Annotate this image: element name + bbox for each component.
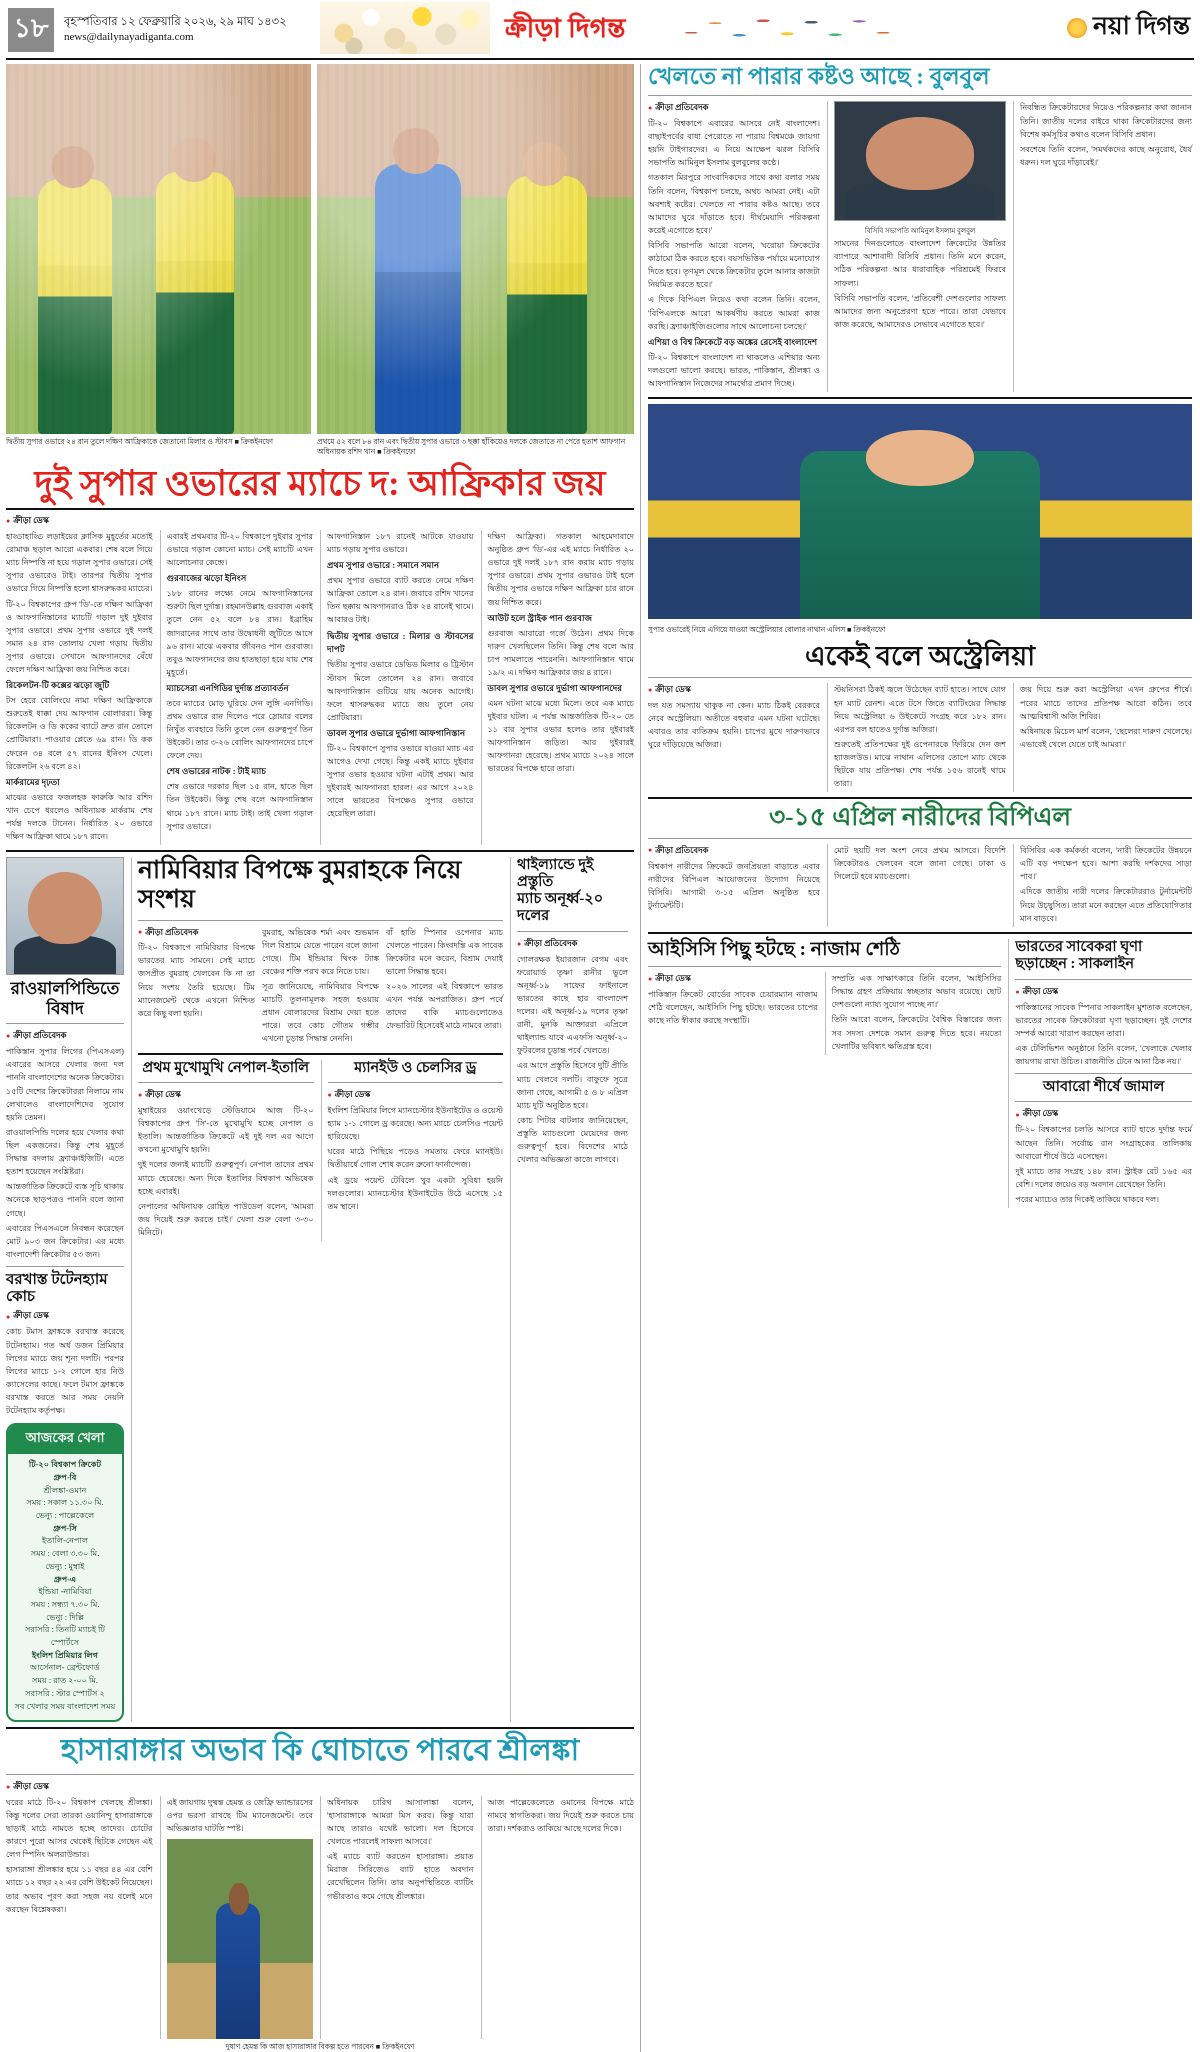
lead-column-3 xyxy=(320,530,474,845)
paragraph: টি-২০ বিশ্বকাপের গ্রুপ 'ডি'-তে দক্ষিণ আফ্রিকা ও আফগানিস্তানের ম্যাচটি গড়াল দুই দুইবার সুপার ওভারে। প্রথম সুপার ওভারে দুই দলই সমান ২৪ রান তোলায় খেলা গড়ায় দ্বিতীয় সুপার ওভারে। সেখানে আফগানদের বেঁধে ফেলে দক্ষিণ আফ্রিকা জয় নিশ্চিত করে। xyxy=(6,599,153,675)
bpl-column-2 xyxy=(827,844,1006,927)
paragraph: ১৮৮ রানের লক্ষ্যে নেমে আফগানিস্তানের শুরুটা ছিল দুর্দান্ত। রহমানউল্লাহ গুরবাজ একাই তুলে নেন ৫২ বলে ৮৪ রান। ইব্রাহিম জাদরানের সাথে তার উদ্বোধনী জুটিতে আসে ৯৬ রান। মাঝে একবার জীবনও পান গুরবাজ। তবুও আফগানদের জয় হাতছাড়া হয়ে যায় শেষ মুহূর্তে। xyxy=(166,589,313,677)
bulbul-column-1 xyxy=(648,101,820,392)
rawalpindi-block xyxy=(6,857,124,1722)
paragraph: এই ম্যাচে ব্যাট করতেন হাসারাঙ্গা। প্রয়াত মিরাজ সিরিজেও ব্যাট হাতে অবদান রেখেছিলেন তিনি। তার অনুপস্থিতিতে ব্যাটিং গভীরতাও কমে গেছে শ্রীলঙ্কার। xyxy=(327,1852,474,1901)
paragraph: এবারের পিএসএলে নিবন্ধন করেছেন মোট ৯০৩ জন ক্রিকেটার। এর মধ্যে বাংলাদেশী ক্রিকেটার ৫৩ জন। xyxy=(6,1223,124,1259)
section-divider xyxy=(6,1727,634,1729)
bulbul-column-2 xyxy=(827,101,1006,392)
lead-article-columns xyxy=(6,530,634,845)
game-line: টি-২০ বিশ্বকাপ ক্রিকেট xyxy=(28,1460,102,1470)
divider xyxy=(6,1266,124,1267)
paragraph: তিনি আরো বলেন, ক্রিকেটের বৈশ্বিক বিস্তারের জন্য সব সদস্য দেশকে সমান গুরুত্ব দিতে হবে। নয়তো খেলাটির ভবিষ্যৎ ক্ষতিগ্রস্ত হবে। xyxy=(831,1015,1002,1051)
lead-photo-right xyxy=(317,64,634,458)
icc-columns xyxy=(648,972,1001,1055)
icc-column-2 xyxy=(825,972,1002,1055)
manu-chelsea-headline: ম্যানইউ ও চেলসির ড্র xyxy=(354,1059,477,1076)
divider xyxy=(138,1082,314,1083)
hasaranga-photo-caption: দুষাণ হেমন্ত কি আজ হাসারাঙ্গার বিকল্প হতে পারবেন ■ ক্রিকইনফো xyxy=(225,2042,415,2052)
bumrah-block xyxy=(131,857,503,1722)
india-ex-block xyxy=(1008,939,1192,1208)
paragraph: পরের ম্যাচেও তার দিকেই তাকিয়ে থাকবে দল। xyxy=(1015,1195,1160,1204)
nepal-italy-text xyxy=(138,1104,314,1239)
lead-column-2 xyxy=(160,530,314,845)
photo-australia-bowler xyxy=(648,404,1192,619)
bpl-byline: ● ক্রীড়া প্রতিবেদক xyxy=(648,844,820,858)
subheading: প্রথম সুপার ওভারে : সমানে সমান xyxy=(327,560,440,571)
bumrah-headline: নামিবিয়ার বিপক্ষে বুমরাহকে নিয়ে সংশয় xyxy=(138,857,462,913)
paragraph: টি-২০ বিশ্বকাপে সুপার ওভারে যাওয়া ম্যাচ এর আগেও দেখা গেছে। কিন্তু একই ম্যাচে দুইবার সুপার ওভার হওয়ার ঘটনা এটাই প্রথম। আর দুইবারই আফগানরা হারল। এর আগে ২০২৪ সালে ভারতের বিপক্ষেও সুপার ওভারে হেরেছিল তারা। xyxy=(327,743,474,819)
divider xyxy=(1015,1073,1192,1074)
paragraph: ঘরের মাঠে টি-২০ বিশ্বকাপ খেলছে শ্রীলঙ্কা। কিন্তু দলের সেরা তারকা ওয়ানিন্দু হাসারাঙ্গাকে ছাড়াই মাঠে নামতে হচ্ছে তাদের। চোটের কারণে পুরো আসর থেকেই ছিটকে গেছেন এই লেগ স্পিনিং অলরাউন্ডার। xyxy=(6,1797,153,1860)
section-divider xyxy=(648,932,1192,934)
masthead-dateline xyxy=(64,15,287,45)
paragraph: পাকিস্তান ক্রিকেট বোর্ডের সাবেক চেয়ারম্যান নাজাম শেঠি বলেছেন, আইসিসি পিছু হটছে। ভারতের চাপের কাছে নতি স্বীকার করছে সংস্থাটি। xyxy=(648,989,818,1025)
divider xyxy=(328,1082,504,1083)
bumrah-column-1 xyxy=(138,926,255,1048)
photo-sri-lanka-bowler xyxy=(167,1839,314,2039)
india-ex-byline: ● ক্রীড়া ডেস্ক xyxy=(1015,985,1192,999)
bumrah-byline: ● ক্রীড়া প্রতিবেদক xyxy=(138,926,255,940)
paragraph: গুরবাজ আবারো গর্জে উঠেন। প্রথম দিকে দারুণ খেলছিলেন তিনি। কিন্তু শেষ বলে আর চাপ সামলাতে পারেননি। আফগানিস্তান থামে ১৯/২ এ। দক্ষিণ আফ্রিকার জয় ৪ রানে। xyxy=(487,628,634,677)
game-line: সময় : বেলা ৩.৩০ মি. xyxy=(30,1549,100,1559)
lead-photo-left xyxy=(6,64,311,458)
paragraph: টস হেরে বোলিংয়ে নামা দক্ষিণ আফ্রিকাকে শুরুতেই ধাক্কা দেয় আফগান বোলাররা। কিন্তু রিকেলটন ও ডি ককের ব্যাটে দ্রুত রান তোলে প্রোটিয়ারা। পাওয়ার প্লেতে ৬৯ রান। ডি কক ফেরেন ৩৪ বলে ৫৭ রানের ইনিংস খেলে। রিকেলটন ২৬ বলে ৪২। xyxy=(6,696,153,771)
second-band xyxy=(6,857,634,1722)
section-divider xyxy=(648,797,1192,799)
bottom-right-band xyxy=(648,939,1192,1208)
paragraph: গোলরক্ষক ইয়ারজান বেগম এবং ফরোয়ার্ড তৃষ্ণা রানীর ভুলে অনূর্ধ্ব-১৯ সাফের ফাইনালে ভারতের কাছে হার বাংলাদেশ দলের। এই অনূর্ধ্ব-১৯ দলের তৃষ্ণা রানী, মুনকি আক্তাররা এপ্রিলে থাইল্যান্ড যাবে এএফসি অনূর্ধ্ব-২০ ফুটবলের চূড়ান্ত পর্বে খেলতে। xyxy=(517,954,628,1056)
nepal-italy-headline: প্রথম মুখোমুখি নেপাল-ইতালি xyxy=(142,1059,310,1076)
paragraph: এদিকে জাতীয় নারী দলের ক্রিকেটাররাও টুর্নামেন্টটি নিয়ে উচ্ছ্বসিত। তারা মনে করছেন এতে প্রতিযোগিতার মান বাড়বে। xyxy=(1020,887,1192,923)
paragraph: দক্ষিণ আফ্রিকা। গতকাল আহমেদাবাদে অনুষ্ঠিত গ্রুপ 'ডি'-এর এই ম্যাচে নির্ধারিত ২০ ওভারে দুই দলই ১৮৭ রান করায় ম্যাচ গড়ায় সুপার ওভারে। প্রথম সুপার ওভারও টাই হলে দ্বিতীয় সুপার ওভারে দক্ষিণ আফ্রিকা চার রানে জয় নিশ্চিত করে। xyxy=(487,531,634,607)
lead-photos-row xyxy=(6,64,634,458)
divider xyxy=(138,920,503,921)
icc-column-1 xyxy=(648,972,818,1055)
game-line: সব খেলার সময় বাংলাদেশ সময় xyxy=(14,1701,116,1711)
paragraph: মাঝের ওভারে ফজলহক ফারুকি আর রশিদ খান চেপে ধরলেও অধিনায়ক মার্করাম শেষ পর্যন্ত দলকে টানেন। নির্ধারিত ২০ ওভারে দক্ষিণ আফ্রিকা থামে ১৮৭ রানে। xyxy=(6,792,153,841)
game-line: ভেন্যু : দিল্লি xyxy=(46,1612,84,1622)
rawalpindi-headline: রাওয়ালপিন্ডিতে বিষাদ xyxy=(10,979,120,1018)
date-text: বৃহস্পতিবার ১২ ফেব্রুয়ারি ২০২৬, ২৯ মাঘ ১৪৩২ xyxy=(64,15,287,28)
divider xyxy=(648,838,1192,839)
thailand-headline: থাইল্যান্ডে দুই প্রস্তুতি ম্যাচ অনূর্ধ্ব-২০ দলের xyxy=(517,857,604,925)
hasaranga-block xyxy=(6,1734,634,2052)
game-line: শ্রীলঙ্কা-ওমান xyxy=(43,1485,87,1495)
hasaranga-headline: হাসারাঙ্গার অভাব কি ঘোচাতে পারবে শ্রীলঙ্কা xyxy=(60,1734,580,1768)
photo-cricketer-portrait xyxy=(6,857,124,975)
australia-columns xyxy=(648,683,1192,792)
todays-games-title: আজকের খেলা xyxy=(8,1425,122,1454)
paragraph: বিসিবির এক কর্মকর্তা বলেন, 'নারী ক্রিকেটের উন্নয়নে এটি বড় পদক্ষেপ হবে। আশা করছি দর্শকদের সাড়া পাব।' xyxy=(1020,846,1192,882)
paragraph: টি-২০ বিশ্বকাপের চলতি আসরে ব্যাট হাতে দুর্দান্ত ফর্মে আছেন তিনি। সর্বোচ্চ রান সংগ্রাহকের তালিকায় আবারো শীর্ষে উঠে এসেছেন। xyxy=(1015,1125,1192,1161)
paragraph: মোট ছয়টি দল অংশ নেবে প্রথম আসরে। বিদেশি ক্রিকেটারও খেলবেন বলে জানা গেছে। ঢাকা ও সিলেটে হবে ম্যাচগুলো। xyxy=(834,846,1006,882)
paragraph: দুই ম্যাচে তার সংগ্রহ ১৪৮ রান। স্ট্রাইক রেট ১৬৫ এর বেশি। দলের জয়েও বড় অবদান রেখেছেন তিনি। xyxy=(1015,1166,1192,1189)
bpl-headline: ৩-১৫ এপ্রিল নারীদের বিপিএল xyxy=(768,804,1072,832)
photo-afg-player xyxy=(317,64,634,434)
paragraph: টি-২০ বিশ্বকাপে বাংলাদেশ না থাকলেও এশিয়ার অন্য দলগুলো ভালো করছে। ভারত, পাকিস্তান, শ্রীলঙ্কা ও আফগানিস্তান নিজেদের সামর্থ্যের প্রমাণ দিচ্ছে। xyxy=(648,352,820,388)
paragraph: আজ পাল্লেকেলেতে ওমানের বিপক্ষে মাঠে নামবে স্বাগতিকরা। জয় দিয়েই শুরু করতে চায় তারা। দর্শকরাও তাকিয়ে আছে দলের দিকে। xyxy=(487,1797,634,1833)
lead-column-4 xyxy=(481,530,635,845)
divider xyxy=(138,1053,503,1055)
game-line: গ্রুপ-বি xyxy=(53,1472,77,1482)
lead-byline: ● ক্রীড়া ডেস্ক xyxy=(6,514,634,528)
manu-chelsea-block xyxy=(321,1060,504,1241)
paragraph: টি-২০ বিশ্বকাপে নামিবিয়ার বিপক্ষে ভারতের ম্যাচ সামনে। সেই ম্যাচে জসপ্রীত বুমরাহ খেলবেন কি না তা নিয়ে সংশয় তৈরি হয়েছে। টিম ম্যানেজমেন্ট থেকে এখনো নিশ্চিত করে কিছু বলা হয়নি। xyxy=(138,943,255,1018)
subheading: দ্বিতীয় সুপার ওভারে : মিলার ও স্টাবসের দাপট xyxy=(327,630,474,655)
divider xyxy=(648,677,1192,678)
abar-shirshe-headline: আবারো শীর্ষে জামাল xyxy=(1043,1079,1165,1096)
divider xyxy=(648,966,1001,967)
masthead xyxy=(0,0,1200,56)
lead-photo-right-caption: প্রথমে ৫২ বলে ৮৪ রান এবং দ্বিতীয় সুপার ওভারে ৩ ছক্কা হাঁকিয়েও দলকে জেতাতে না পেরে হতাশ আফগান অধিনায়ক রশিদ খান ■ ক্রিকইনফো xyxy=(317,437,626,457)
australia-headline: একেই বলে অস্ট্রেলিয়া xyxy=(804,641,1036,672)
bulbul-column-3 xyxy=(1013,101,1192,392)
bpl-column-1 xyxy=(648,844,820,927)
paragraph: নিবন্ধিত ক্রিকেটারদের নিয়েও পরিকল্পনার কথা জানান তিনি। জাতীয় দলের বাইরে থাকা ক্রিকেটারদের জন্য বিশেষ কর্মসূচির কথাও বলেন বিসিবি প্রধান। xyxy=(1020,103,1192,139)
paragraph: বিসিবি সভাপতি বলেন, 'প্রতিবেশী দেশগুলোর সাফল্য আমাদের জন্য অনুপ্রেরণা হতে পারে। তারা যেভাবে কাজ করেছে, আমাদেরও সেভাবে এগোতে হবে।' xyxy=(834,293,1006,329)
paragraph: অধিনায়ক মিচেল মার্শ বলেন, 'ছেলেরা দারুণ খেলেছে। এভাবেই খেলে যেতে চাই আমরা।' xyxy=(1020,726,1192,749)
divider xyxy=(1015,1101,1192,1102)
paragraph: এবারই প্রথমবার টি-২০ বিশ্বকাপে দুইবার সুপার ওভারে গড়াল কোনো ম্যাচ। সেই ম্যাচটি এখন আলোচনার কেন্দ্রে। xyxy=(166,531,313,568)
lead-headline: দুই সুপার ওভারের ম্যাচে দ: আফ্রিকার জয় xyxy=(6,458,634,510)
paragraph: বিসিবি সভাপতি আরো বলেন, 'ঘরোয়া ক্রিকেটের কাঠামো ঠিক করতে হবে। বয়সভিত্তিক পর্যায়ে মনোযোগ দিতে হবে। তৃণমূল থেকে ক্রিকেটার তুলে আনার কাজটা নিয়মিত করতে হবে।' xyxy=(648,241,820,290)
australia-column-2 xyxy=(827,683,1006,792)
paragraph: আন্তর্জাতিক ক্রিকেটে ব্যস্ত সূচি থাকায় অনেকে ছাড়পত্রও পাননি বলে জানা গেছে। xyxy=(6,1182,124,1218)
icc-headline: আইসিসি পিছু হটছে : নাজাম শেঠি xyxy=(648,938,900,960)
divider xyxy=(648,95,1192,96)
paragraph: নেপালের অধিনায়ক রোহিত পাউডেল বলেন, 'আমরা জয় দিয়েই শুরু করতে চাই।' খেলা শুরু বেলা ৩-৩০ মিনিটে। xyxy=(138,1201,314,1237)
paragraph: এমন ঘটনা মাঝে মধ্যে মিলে। তবে এক ম্যাচে দুইবার ঘটল। এ পর্যন্ত আন্তর্জাতিক টি-২০ তে ১১ বার সুপার ওভার হলেও তার দুইবারই আফগানিস্তান জড়িত। আর দুইবারই আফগানরা হেরেছে। প্রথম ম্যাচে ২০২৪ সালে ভারতের বিপক্ষে হারে তারা। xyxy=(487,698,634,774)
subheading: মার্করামের দৃঢ়তা xyxy=(6,776,60,787)
paragraph: পাকিস্তান সুপার লিগের (পিএসএল) এবারের আসরে খেলার জন্য দল পাননি বাংলাদেশের অনেক ক্রিকেটার। ১৫টি দেশের ক্রিকেটাররা নিলামে নাম লেখালেও বাংলাদেশিদের সুযোগ হয়নি তেমন। xyxy=(6,1047,124,1122)
australia-byline: ● ক্রীড়া ডেস্ক xyxy=(648,683,820,697)
page-body xyxy=(0,60,1200,2052)
nepal-italy-byline: ● ক্রীড়া ডেস্ক xyxy=(138,1088,314,1102)
bulbul-headline: খেলতে না পারার কষ্টও আছে : বুলবুল xyxy=(648,64,990,89)
rawalpindi-byline: ● ক্রীড়া প্রতিবেদক xyxy=(6,1029,124,1043)
paragraph: এই জায়গায় দুষ্মন্ত হেমন্ত ও জেফ্রি ভ্যান্ডারসের ওপর ভরসা রাখছে টিম ম্যানেজমেন্ট। তবে অভিজ্ঞতার ঘাটতি স্পষ্ট। xyxy=(166,1797,313,1833)
australia-column-3 xyxy=(1013,683,1192,792)
tottenham-byline: ● ক্রীড়া ডেস্ক xyxy=(6,1309,124,1323)
paragraph: ঘরের মাঠে পিছিয়ে পড়েও সমতায় ফেরে ম্যানইউ। দ্বিতীয়ার্ধে গোল শোধ করেন ব্রুনো ফার্নান্দেজ। xyxy=(327,1147,503,1170)
paragraph: টি-২০ বিশ্বকাপে এবারের আসরে নেই বাংলাদেশ। বাছাইপর্বের বাধা পেরোতে না পারায় বিশ্বমঞ্চে জায়গা হয়নি টাইগারদের। এ নিয়ে আক্ষেপ ঝরল বিসিবি সভাপতি আমিনুল ইসলাম বুলবুলের কণ্ঠে। xyxy=(648,119,820,168)
australia-photo-caption: সুপার ওভারেই নিয়ে এগিয়ে যাওয়া অস্ট্রেলিয়ার বোলার নাথান এলিস ■ ক্রিকইনফো xyxy=(648,625,886,635)
bumrah-columns xyxy=(138,926,503,1048)
subheading: রিকেলটন-টি কক্সের ঝড়ো জুটি xyxy=(6,680,110,691)
todays-games-list xyxy=(8,1454,122,1720)
thailand-text xyxy=(517,953,628,1167)
bpl-column-3 xyxy=(1013,844,1192,927)
tottenham-headline: বরখাস্ত টটেনহ্যাম কোচ xyxy=(6,1271,108,1306)
paragraph: হাড্ডাহাড্ডি লড়াইয়ের ক্লাসিক মুহূর্তের মতোই রোমাঞ্চ ছড়াল আরো একবার। শেষ বলে গিয়ে ম্যাচ নিষ্পত্তি না হয়ে গড়াল সুপার ওভারে। সেই সুপার ওভারেও টাই। তারপর দ্বিতীয় সুপার ওভারে গিয়ে নিষ্পত্তি হলো শ্বাসরুদ্ধকর ম্যাচের। xyxy=(6,531,153,594)
game-line: সময় : সকাল ১১.৩০ মি. xyxy=(26,1498,104,1508)
paragraph: ২০২৬ সালের এই বিশ্বকাপে ভারত এখন পর্যন্ত অপরাজিত। গ্রুপ পর্বে তাদের বাকি ম্যাচগুলোতেও ফেভারিট হিসেবেই মাঠে নামবে তারা। xyxy=(386,982,503,1031)
rawalpindi-text xyxy=(6,1045,124,1261)
subheading: গুরবাজের ঝড়ো ইনিংস xyxy=(166,573,247,584)
hasaranga-columns xyxy=(6,1796,634,2039)
paragraph: রাওয়ালপিন্ডি দলের হয়ে খেলার কথা ছিল একজনের। কিন্তু শেষ মুহূর্তে সিদ্ধান্ত বদলায় ফ্র্যাঞ্চাইজিটি। এতে হতাশ হয়েছেন সংশ্লিষ্টরা। xyxy=(6,1127,124,1177)
subheading: আউট হলে স্ট্রাইক পান গুরবাজ xyxy=(487,612,593,623)
paragraph: কোচ পিটার বাটলার জানিয়েছেন, প্রস্তুতি ম্যাচগুলো মেয়েদের জন্য গুরুত্বপূর্ণ হবে। বিদেশের মাঠে খেলার অভিজ্ঞতা কাজে লাগবে। xyxy=(517,1115,628,1165)
paragraph: সম্প্রতি এক সাক্ষাৎকারে তিনি বলেন, 'আইসিসির সিদ্ধান্ত গ্রহণ প্রক্রিয়ায় স্বচ্ছতার অভাব রয়েছে। ছোট দেশগুলো ন্যায্য সুযোগ পাচ্ছে না।' xyxy=(831,974,1002,1010)
page-number: ১৮ xyxy=(8,8,54,52)
icc-byline: ● ক্রীড়া ডেস্ক xyxy=(648,972,818,986)
subheading: এশিয়া ও বিশ্ব ক্রিকেটে বড় অঙ্কের রেসেই বাংলাদেশ xyxy=(648,336,818,347)
paragraph: অধিনায়ক চারিথ আসালাঙ্কা বলেন, 'হাসারাঙ্গাকে আমরা মিস করব। কিন্তু যারা আছে তারাও যথেষ্ট ভালো। দল হিসেবে খেলতে পারলেই সাফল্য আসবে।' xyxy=(327,1797,474,1847)
paragraph: প্রথম সুপার ওভারে ব্যাট করতে নেমে দক্ষিণ আফ্রিকা তোলে ২৪ রান। জবাবে রশিদ খানের তিন ছক্কায় আফগানরাও ঠিক ২৪ রানেই থামে। আবারও টাই। xyxy=(327,576,474,625)
manu-chelsea-byline: ● ক্রীড়া ডেস্ক xyxy=(328,1088,504,1102)
paragraph: স্টয়নিসরা ঠিকই জ্বলে উঠেছেন ব্যাট হাতে। সাথে যোগ হন ম্যাট রেনশ। এতে টসে জিতে ব্যাটিংয়ের সিদ্ধান্ত নিয়ে অস্ট্রেলিয়া ৬ উইকেটে সংগ্রহ করে ১৮২ রান। এরপর বল হাতেও দুর্দান্ত অজিরা। xyxy=(834,685,1006,734)
paragraph: দল যত সমস্যায় থাকুক না কেন। ম্যাচ ঠিকই বেরকরে নেবে অস্ট্রেলিয়া। অতীতে বহুবার এমন ঘটনা ঘটেছে। এবারও তার ব্যতিক্রম হয়নি। চাপের মুখে দারুণভাবে ঘুরে দাঁড়িয়েছে অজিরা। xyxy=(648,701,820,750)
paragraph: শেষ ওভারে দরকার ছিল ১৫ রান, হাতে ছিল তিন উইকেট। কিন্তু শেষ বলে আফগানিস্তান থামে ১৮৭ রানে। ম্যাচ টাই। তাই খেলা গড়াল সুপার ওভারে। xyxy=(166,782,313,831)
divider xyxy=(6,1023,124,1024)
bumrah-column-3 xyxy=(386,926,503,1048)
game-line: ইন্ডিয়া -নামিবিয়া xyxy=(38,1587,92,1597)
hasaranga-column-1 xyxy=(6,1796,153,2039)
game-line: সময় : সন্ধ্যা ৭.৩০ মি. xyxy=(30,1599,100,1609)
paragraph: জয় দিয়ে শুরু করা অস্ট্রেলিয়া এখন গ্রুপের শীর্ষে। পরের ম্যাচে তাদের প্রতিপক্ষ আরো কঠিন। তবে আত্মবিশ্বাসী অজি শিবির। xyxy=(1020,685,1192,721)
game-line: সরাসরি : স্টার স্পোর্টস ২ xyxy=(25,1688,105,1698)
subheading: ম্যাচসেরা এনগিডির দুর্দান্ত প্রত্যাবর্তন xyxy=(166,682,289,693)
india-ex-text xyxy=(1015,1001,1192,1069)
divider xyxy=(6,1774,634,1775)
sports-balls-collage-image xyxy=(320,2,490,54)
abar-shirshe-byline: ● ক্রীড়া ডেস্ক xyxy=(1015,1107,1192,1121)
todays-games-box xyxy=(6,1423,124,1722)
hasaranga-byline: ● ক্রীড়া ডেস্ক xyxy=(6,1780,634,1794)
paragraph: বুমরাহ, অভিষেক শর্মা এবং শুভমান গিল বিশ্রামে যেতে পারেন বলে জানা গেছে। টিম ইন্ডিয়ার থিংক ট্যাঙ্ক বেঞ্চের শক্তি পরখ করে নিতে চায়। xyxy=(262,927,379,976)
paragraph: এক টেলিভিশন অনুষ্ঠানে তিনি বলেন, 'খেলাকে খেলার জায়গায় রাখা উচিত। রাজনীতি টেনে আনা ঠিক নয়।' xyxy=(1015,1043,1192,1066)
paragraph: এর আগে প্রস্তুতি হিসেবে দুটি প্রীতি ম্যাচ খেলবে দলটি। বাফুফে সূত্রে জানা গেছে, আগামী ৫ ও ৮ এপ্রিল ম্যাচ দুটি অনুষ্ঠিত হবে। xyxy=(517,1061,628,1110)
paragraph: পাকিস্তানের সাবেক স্পিনার সাকলাইন মুশতাক বলেছেন, ভারতের সাবেক ক্রিকেটাররা ঘৃণা ছড়াচ্ছেন। দুই দেশের সম্পর্ক আরো খারাপ করছেন তারা। xyxy=(1015,1002,1192,1038)
section-title: ক্রীড়া দিগন্ত xyxy=(505,14,626,43)
paragraph: সামনের দিনগুলোতে বাংলাদেশ ক্রিকেটের উন্নতির ব্যাপারে আশাবাদী বিসিবি প্রধান। তিনি মনে করেন, সঠিক পরিকল্পনা আর ধারাবাহিক পরিশ্রমেই ফিরবে সাফল্য। xyxy=(834,239,1006,288)
game-line: সরাসরি : তিনটি ম্যাচই টি স্পোর্টসে xyxy=(25,1625,105,1648)
thailand-byline: ● ক্রীড়া প্রতিবেদক xyxy=(517,937,628,951)
game-line: গ্রুপ-এ xyxy=(53,1574,77,1584)
nepal-italy-block xyxy=(138,1060,314,1241)
football-cricket-band xyxy=(138,1060,503,1241)
brand-text: নয়া দিগন্ত xyxy=(1092,13,1190,40)
thailand-block xyxy=(510,857,628,1722)
paragraph: মুম্বাইয়ের ওয়াংখেড়ে স্টেডিয়ামে আজ টি-২০ বিশ্বকাপের গ্রুপ 'সি'-তে মুখোমুখি হচ্ছে নেপাল ও ইতালি। আন্তর্জাতিক ক্রিকেটে এই দুই দল এর আগে কখনো মুখোমুখি হয়নি। xyxy=(138,1105,314,1155)
divider xyxy=(1015,979,1192,980)
australia-column-1 xyxy=(648,683,820,792)
paragraph: আফগানিস্তান ১৮৭ রানেই আটকে যাওয়ায় ম্যাচ গড়ায় সুপার ওভারে। xyxy=(327,531,474,555)
paragraph: গতকাল মিরপুরে সাংবাদিকদের সাথে কথা বলার সময় তিনি বলেন, 'বিশ্বকাপ চলছে, অথচ আমরা নেই। এটা অবশ্যই কষ্টের। খেলতে না পারার কষ্টও আছে। তবে আমাদের ঘুরে দাঁড়াতে হবে। দীর্ঘমেয়াদি পরিকল্পনা করেই এগোতে হবে।' xyxy=(648,173,820,235)
paragraph: সূত্র জানিয়েছে, নামিবিয়ার বিপক্ষে ম্যাচটি তুলনামূলক সহজ হওয়ায় প্রধান বোলারদের বিশ্রাম দেয়া হতে পারে। তবে কোচ গৌতম গম্ভীর এখনো চূড়ান্ত সিদ্ধান্ত নেননি। xyxy=(262,982,379,1044)
game-line: সময় : রাত ২-০০ মি. xyxy=(32,1676,98,1686)
email-text: news@dailynayadiganta.com xyxy=(64,31,194,44)
paragraph: কোচ টমাস ফ্রাঙ্ককে বরখাস্ত করেছে টটেনহ্যাম। গত অর্ধ ডজন প্রিমিয়ার লিগের ম্যাচে জয় শূন্য দলটি। পরপর লিগের ম্যাচে ১-২ গোলে হার নিউ ক্যাসেলের কাছে। ফলে টমাস ফ্রাঙ্ককে বরখাস্ত করতে আর সময় নেয়নি টটেনহ্যাম কর্তৃপক্ষ। xyxy=(6,1327,124,1416)
paragraph: হাসারাঙ্গা শ্রীলঙ্কার হয়ে ১১ বছর ৪৪ এর বেশি ম্যাচে ১২ বছর ২২ এর বেশি উইকেট নিয়েছেন। তার অভাব পূরণ করা সহজ নয় বলেই মনে করছেন বিশ্লেষকরা। xyxy=(6,1865,153,1914)
divider xyxy=(517,931,628,932)
section-divider xyxy=(6,850,634,852)
left-column-block xyxy=(6,64,634,2052)
bulbul-photo-caption: বিসিবি সভাপতি আমিনুল ইসলাম বুলবুল xyxy=(864,227,976,236)
bulbul-byline: ● ক্রীড়া প্রতিবেদক xyxy=(648,101,820,115)
sun-icon xyxy=(1067,18,1087,38)
icc-block xyxy=(648,939,1001,1208)
paragraph: এ দিকে বিপিএল নিয়েও কথা বলেন তিনি। বলেন, 'বিপিএলকে আরো আকর্ষণীয় করতে আমরা কাজ করছি। ফ্র্যাঞ্চাইজিগুলোর সাথে আলোচনা চলছে।' xyxy=(648,295,820,331)
brand-logo xyxy=(1067,6,1190,49)
section-divider xyxy=(648,397,1192,399)
paragraph: বিশ্বকাপ নারীদের ক্রিকেটে জনপ্রিয়তা বাড়াতে এবার নারীদের বিপিএল আয়োজনের উদ্যোগ নিয়েছে বিসিবি। আগামী ৩-১৫ এপ্রিল অনুষ্ঠিত হবে টুর্নামেন্টটি। xyxy=(648,861,820,911)
paragraph: তবে ম্যাচের মোড় ঘুরিয়ে দেন লুঙ্গি এনগিডি। প্রথম ওভারে রান দিলেও পরে স্লোয়ার বলের নিখুঁত ব্যবহারে তিনি তুলে নেন গুরুত্বপূর্ণ তিন উইকেট। তার ৩-২৬ বোলিং আফগানদের চাপে ফেলে দেয়। xyxy=(166,698,313,761)
photo-sa-batters xyxy=(6,64,311,434)
hasaranga-column-2 xyxy=(160,1796,314,2039)
bumrah-column-2 xyxy=(262,926,379,1048)
athletes-collage-image xyxy=(672,4,912,52)
hasaranga-column-3 xyxy=(320,1796,474,2039)
paragraph: শুরুতেই প্রতিপক্ষের দুই ওপেনারকে ফিরিয়ে দেন জশ হ্যাজলউড। মাঝে নাথান এলিসের তোপে ম্যাচ থেকে ছিটকে যায় প্রতিপক্ষ। শেষ পর্যন্ত ১৫৬ রানেই থামে তারা। xyxy=(834,739,1006,789)
india-ex-headline: ভারতের সাবেকরা ঘৃণা ছড়াচ্ছেন : সাকলাইন xyxy=(1015,938,1143,973)
paragraph: সবশেষে তিনি বলেন, 'সমর্থকদের কাছে অনুরোধ, ধৈর্য ধরুন। দল ঘুরে দাঁড়াবেই।' xyxy=(1020,144,1192,167)
subheading: ডাবল সুপার ওভারে দুর্ভাগা আফগানিস্তান xyxy=(327,727,466,738)
paragraph: দ্বিতীয় সুপার ওভারে ডেভিড মিলার ও ট্রিস্টান স্টাবস মিলে তোলেন ২৪ রান। জবাবে আফগানিস্তান গুটিয়ে যায় অনেক আগেই। ফলে শ্বাসরুদ্ধকর ম্যাচে জয় তুলে নেয় প্রোটিয়ারা। xyxy=(327,660,474,722)
hasaranga-column-4 xyxy=(481,1796,635,2039)
tottenham-text xyxy=(6,1325,124,1417)
lead-column-1 xyxy=(6,530,153,845)
paragraph: ইংলিশ প্রিমিয়ার লিগে ম্যানচেস্টার ইউনাইটেড ও ওয়েস্ট হ্যাম ১-১ গোলে ড্র করেছে। অন্য ম্যাচে চেলসিও পয়েন্ট হারিয়েছে। xyxy=(327,1105,503,1142)
manu-chelsea-text xyxy=(328,1104,504,1213)
photo-bcb-president xyxy=(834,101,1006,221)
game-line: আর্সেনাল- ব্রেন্টফোর্ড xyxy=(30,1663,100,1673)
abar-shirshe-text xyxy=(1015,1123,1192,1206)
bulbul-columns xyxy=(648,101,1192,392)
paragraph: বাঁ হাতি স্পিনার ওপেনার ম্যাচ খেলতে পারেন। কিংবদন্তি এক সাবেক ক্রিকেটার মনে করেন, বিশ্রাম দেয়াই ভালো সিদ্ধান্ত হবে। xyxy=(386,927,503,976)
game-line: ভেন্যু : মুম্বাই xyxy=(45,1561,85,1571)
paragraph: এই ড্রয়ে পয়েন্ট টেবিলে খুব একটা সুবিধা হয়নি দলগুলোর। ম্যানচেস্টার ইউনাইটেড উঠে এসেছে ১৫ তম স্থানে। xyxy=(327,1175,503,1211)
subheading: শেষ ওভারের নাটক : টাই ম্যাচ xyxy=(166,766,266,777)
game-line: ইতালি-নেপাল xyxy=(41,1536,89,1546)
game-line: ভেন্যু : পাল্লেকেলে xyxy=(35,1511,95,1521)
bpl-columns xyxy=(648,844,1192,927)
right-column-block xyxy=(640,64,1192,2052)
subheading: ডাবল সুপার ওভারে দুর্ভাগা আফগানদের xyxy=(487,682,623,693)
game-line: ইংলিশ প্রিমিয়ার লিগ xyxy=(31,1650,99,1660)
lead-photo-left-caption: দ্বিতীয় সুপার ওভারে ২৪ রান তুলে দক্ষিণ আফ্রিকাকে জেতানো মিলার ও স্টাবস ■ ক্রিকইনফো xyxy=(6,437,274,446)
paragraph: দুই দলের জন্যই ম্যাচটি গুরুত্বপূর্ণ। নেপাল তাদের প্রথম ম্যাচে হেরেছে। অন্য দিকে ইতালির বিশ্বকাপ অভিষেক হচ্ছে এবারই। xyxy=(138,1160,314,1196)
game-line: গ্রুপ-সি xyxy=(53,1523,77,1533)
